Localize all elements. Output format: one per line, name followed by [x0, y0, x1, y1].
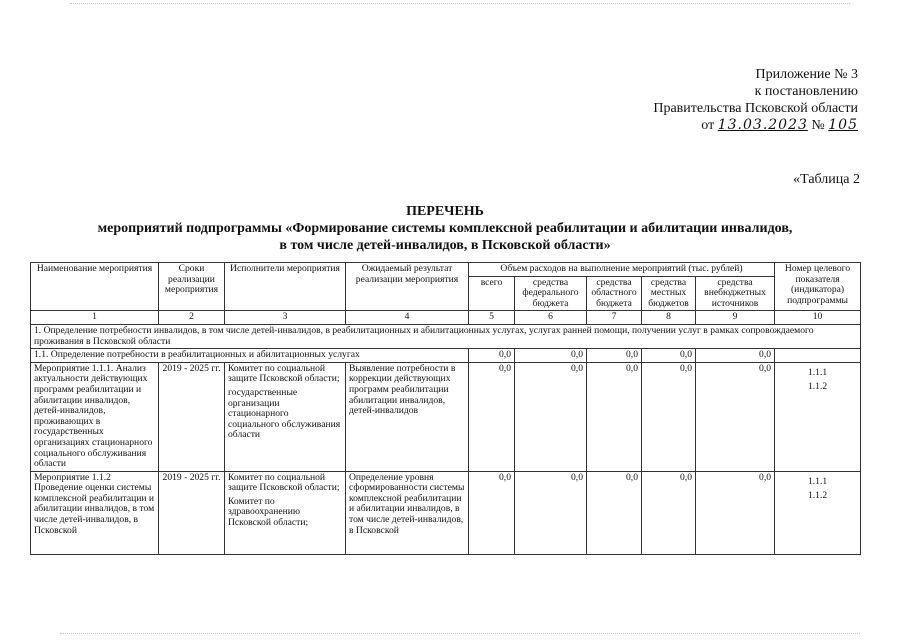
value-cell: 0,0	[696, 349, 775, 363]
value-cell: 0,0	[515, 349, 587, 363]
measure-executors	[225, 471, 346, 554]
value-cell: 0,0	[587, 471, 642, 554]
appendix-header	[600, 66, 858, 134]
date-prefix: от	[701, 118, 715, 133]
executor: государственные организации стационарного социального обслуживания области	[228, 386, 341, 441]
measure-result: Выявление потребности в коррекции действующих программ реабилитации абилитации инвалидов, детей-инвалидов	[346, 362, 469, 471]
measure-terms: 2019 - 2025 гг.	[159, 362, 225, 471]
value-cell: 0,0	[642, 349, 696, 363]
title-line-1: ПЕРЕЧЕНЬ	[406, 204, 484, 219]
column-number: 1	[31, 311, 159, 325]
header-result: Ожидаемый результат реализации мероприятия	[346, 263, 469, 311]
value-cell: 0,0	[469, 362, 515, 471]
value-cell: 0,0	[469, 471, 515, 554]
column-number: 9	[696, 311, 775, 325]
subsection-row	[31, 349, 861, 363]
measure-name: Мероприятие 1.1.1. Анализ актуальности действующих программ реабилитации и абилитации инвалидов, детей-инвалидов, проживающих в государственных организациях стационарного социального обслуживания области	[31, 362, 159, 471]
measure-result	[346, 471, 469, 554]
measure-executors	[225, 362, 346, 471]
header-federal: средства федерального бюджета	[515, 276, 587, 311]
indicator-number: 1.1.1	[807, 475, 828, 487]
appendix-line-1: Приложение № 3	[755, 67, 858, 82]
table-row	[31, 471, 861, 554]
indicator-number: 1.1.2	[807, 490, 828, 502]
header-executors: Исполнители мероприятия	[225, 263, 346, 311]
header-row-1	[31, 263, 861, 277]
header-total: всего	[469, 276, 515, 311]
scan-artifact-bottom	[60, 633, 860, 635]
header-expenses: Объем расходов на выполнение мероприятий (тыс. рублей)	[469, 263, 775, 277]
measure-result-text: Определение уровня сформированности системы комплексной реабилитации и абилитации инвалидов, в том числе детей-инвалидов, в Псковской	[349, 472, 465, 536]
measure-name	[31, 471, 159, 554]
scan-artifact-top	[70, 3, 850, 5]
indicator-cell	[775, 362, 861, 471]
measure-name-text: Мероприятие 1.1.2 Проведение оценки системы комплексной реабилитации и абилитации инвалидов, в том числе детей-инвалидов, в Псковской	[34, 472, 155, 536]
number-prefix: №	[811, 118, 825, 133]
value-cell: 0,0	[587, 349, 642, 363]
value-cell: 0,0	[642, 362, 696, 471]
indicator-number: 1.1.2	[807, 381, 828, 393]
section-row	[31, 324, 861, 348]
value-cell: 0,0	[642, 471, 696, 554]
appendix-line-2: к постановлению	[754, 84, 858, 99]
column-number: 2	[159, 311, 225, 325]
table-row	[31, 362, 861, 471]
appendix-line-3: Правительства Псковской области	[653, 101, 858, 116]
value-cell: 0,0	[469, 349, 515, 363]
indicator-cell	[775, 349, 861, 363]
column-number: 8	[642, 311, 696, 325]
header-local: средства местных бюджетов	[642, 276, 696, 311]
section-1-label: 1. Определение потребности инвалидов, в том числе детей-инвалидов, в реабилитационных и абилитационных услугах, услугах ранней помощи, получении услуг в рамках сопровождаемого проживания в Псковской области	[31, 324, 861, 348]
value-cell: 0,0	[587, 362, 642, 471]
indicator-number: 1.1.1	[807, 366, 828, 378]
value-cell: 0,0	[696, 471, 775, 554]
header-name: Наименование мероприятия	[31, 263, 159, 311]
column-number: 10	[775, 311, 861, 325]
indicator-cell	[775, 471, 861, 554]
value-cell: 0,0	[696, 362, 775, 471]
handwritten-date: 13.03.2023	[717, 117, 808, 133]
title-line-2: мероприятий подпрограммы «Формирование системы комплексной реабилитации и абилитации инвалидов,	[97, 221, 793, 236]
header-offbudget: средства внебюджетных источников	[696, 276, 775, 311]
measures-table	[30, 262, 861, 555]
handwritten-number: 105	[828, 117, 858, 133]
column-numbers-row	[31, 311, 861, 325]
executor: Комитет по социальной защите Псковской области;	[228, 471, 340, 494]
header-terms: Сроки реализации мероприятия	[159, 263, 225, 311]
column-number: 5	[469, 311, 515, 325]
table-tag: «Таблица 2	[793, 172, 860, 187]
appendix-date-line	[600, 117, 858, 134]
document-title	[30, 203, 860, 254]
executor: Комитет по здравоохранению Псковской области;	[228, 495, 309, 529]
subsection-1-1-label: 1.1. Определение потребности в реабилитационных и абилитационных услугах	[31, 349, 469, 363]
executor: Комитет по социальной защите Псковской области;	[228, 362, 340, 385]
measure-terms: 2019 - 2025 гг.	[159, 471, 225, 554]
value-cell: 0,0	[515, 362, 587, 471]
column-number: 3	[225, 311, 346, 325]
header-indicator: Номер целевого показателя (индикатора) подпрограммы	[775, 263, 861, 311]
column-number: 6	[515, 311, 587, 325]
title-line-3: в том числе детей-инвалидов, в Псковской области»	[279, 238, 611, 253]
value-cell: 0,0	[515, 471, 587, 554]
column-number: 7	[587, 311, 642, 325]
header-regional: средства областного бюджета	[587, 276, 642, 311]
column-number: 4	[346, 311, 469, 325]
